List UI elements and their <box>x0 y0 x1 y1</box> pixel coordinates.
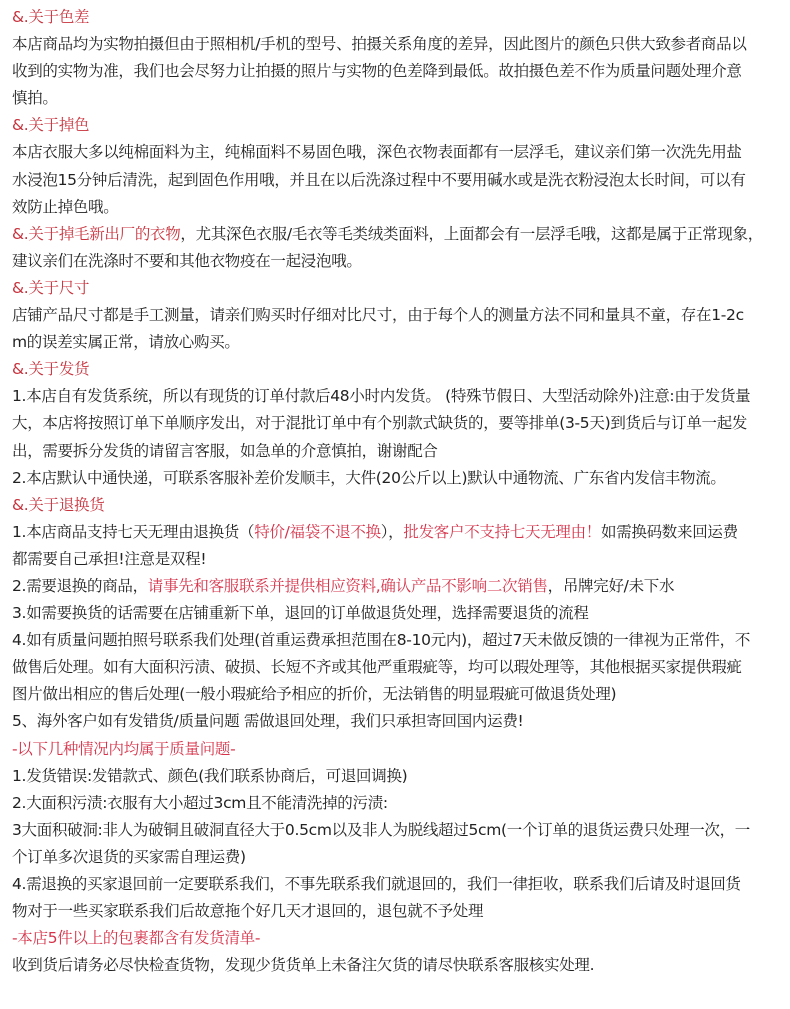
returns-item-5: 5、海外客户如有发错货/质量问题 需做退回处理，我们只承担寄回国内运费! <box>12 712 524 731</box>
paragraph-line: 收到的实物为准，我们也会尽努力让拍摄的照片与实物的色差降到最低。故拍摄色差不作为质量问题处理介意 <box>12 62 742 81</box>
highlight-contact-service: 请事先和客服联系并提供相应资料,确认产品不影响二次销售 <box>147 576 548 595</box>
paragraph-line: 出，需要拆分发货的请留言客服，如急单的介意慎拍，谢谢配合 <box>12 441 438 460</box>
paragraph-line: 效防止掉色哦。 <box>12 197 119 216</box>
heading-size: &.关于尺寸 <box>12 278 90 297</box>
returns-item-2 <box>12 573 780 600</box>
paragraph-line: 2.本店默认中通快递，可联系客服补差价发顺丰，大件(20公斤以上)默认中通物流、广东省内发信丰物流。 <box>12 468 726 487</box>
returns-item-3: 3.如需要换货的话需要在店铺重新下单，退回的订单做退货处理，选择需要退货的流程 <box>12 604 589 623</box>
text-span: 如需换码数来回运费 <box>601 522 738 541</box>
paragraph-line: 水浸泡15分钟后清洗，起到固色作用哦，并且在以后洗涤过程中不要用碱水或是洗衣粉浸泡太长时间，可以有 <box>12 170 746 189</box>
paragraph-line: 4.需退换的买家退回前一定要联系我们，不事先联系我们就退回的，我们一律拒收，联系我们后请及时退回货 <box>12 875 741 893</box>
paragraph-line: 收到货后请务必尽快检查货物，发现少货货单上未备注欠货的请尽快联系客服核实处理. <box>12 956 595 975</box>
text-span: 2.需要退换的商品， <box>12 576 148 595</box>
paragraph-line: 1.发货错误:发错款式、颜色(我们联系协商后，可退回调换) <box>12 766 408 785</box>
heading-quality-issues: -以下几种情况内均属于质量问题- <box>12 739 236 758</box>
paragraph-line: 本店衣服大多以纯棉面料为主，纯棉面料不易固色哦，深色衣物表面都有一层浮毛，建议亲们第一次洗先用盐 <box>12 143 742 162</box>
text-span: ，吊牌完好/未下水 <box>547 576 675 595</box>
heading-shipping: &.关于发货 <box>12 360 90 379</box>
paragraph-line: 大，本店将按照订单下单顺序发出，对于混批订单中有个别款式缺货的，要等排单(3-5天)到货后与订单一起发 <box>12 414 748 433</box>
heading-returns: &.关于退换货 <box>12 495 105 514</box>
heading-fading: &.关于掉色 <box>12 116 90 135</box>
heading-packing-list: -本店5件以上的包裹都含有发货清单- <box>12 929 261 948</box>
paragraph-line: 个订单多次退货的买家需自理运费) <box>12 847 246 866</box>
paragraph-line: 店铺产品尺寸都是手工测量，请亲们购买时仔细对比尺寸，由于每个人的测量方法不同和量具不童，存在1-2c <box>12 306 744 325</box>
paragraph-line: 都需要自己承担!注意是双程! <box>12 549 207 568</box>
paragraph-line: 建议亲们在洗涤时不要和其他衣物疫在一起浸泡哦。 <box>12 251 362 270</box>
returns-item-1 <box>12 519 780 546</box>
highlight-wholesale-note: 批发客户不支持七天无理由！ <box>403 522 601 541</box>
heading-color-difference: &.关于色差 <box>12 8 90 26</box>
paragraph-line: 图片做出相应的售后处理(一般小瑕疵给予相应的折价，无法销售的明显瑕疵可做退货处理) <box>12 685 617 704</box>
lint-line <box>12 221 780 248</box>
paragraph-line: 慎拍。 <box>12 89 58 108</box>
highlight-no-return-special: 特价/福袋不退不换 <box>254 522 381 541</box>
paragraph-line: 1.本店自有发货系统，所以有现货的订单付款后48小时内发货。 (特殊节假日、大型活动除外)注意:由于发货量 <box>12 387 751 406</box>
paragraph-line: 2.大面积污渍:衣服有大小超过3cm且不能清洗掉的污渍: <box>12 793 388 812</box>
text-span: 1.本店商品支持七天无理由退换货（ <box>12 522 255 541</box>
text-span: ）， <box>380 522 404 541</box>
heading-lint: &.关于掉毛新出厂的衣物 <box>12 224 181 243</box>
paragraph-line: 物对于一些买家联系我们后故意拖个好几天才退回的，退包就不予处理 <box>12 902 484 921</box>
lint-text: ，尤其深色衣服/毛衣等毛类绒类面料，上面都会有一层浮毛哦，这都是属于正常现象， <box>180 224 763 243</box>
paragraph-line: 本店商品均为实物拍摄但由于照相机/手机的型号、拍摄关系角度的差异，因此图片的颜色只供大致参者商品以 <box>12 35 747 54</box>
paragraph-line: m的误差实属正常，请放心购买。 <box>12 333 240 352</box>
paragraph-line: 做售后处理。如有大面积污渍、破损、长短不齐或其他严重瑕疵等，均可以瑕处理等，其他根据买家提供瑕疵 <box>12 658 742 677</box>
paragraph-line: 4.如有质量问题拍照号联系我们处理(首重运费承担范围在8-10元内)，超过7天未做反馈的一律视为正常件，不 <box>12 631 751 650</box>
paragraph-line: 3大面积破洞:非人为破铜且破洞直径大于0.5cm以及非人为脱线超过5cm(一个订单的退货运费只处理一次，一 <box>12 820 750 839</box>
